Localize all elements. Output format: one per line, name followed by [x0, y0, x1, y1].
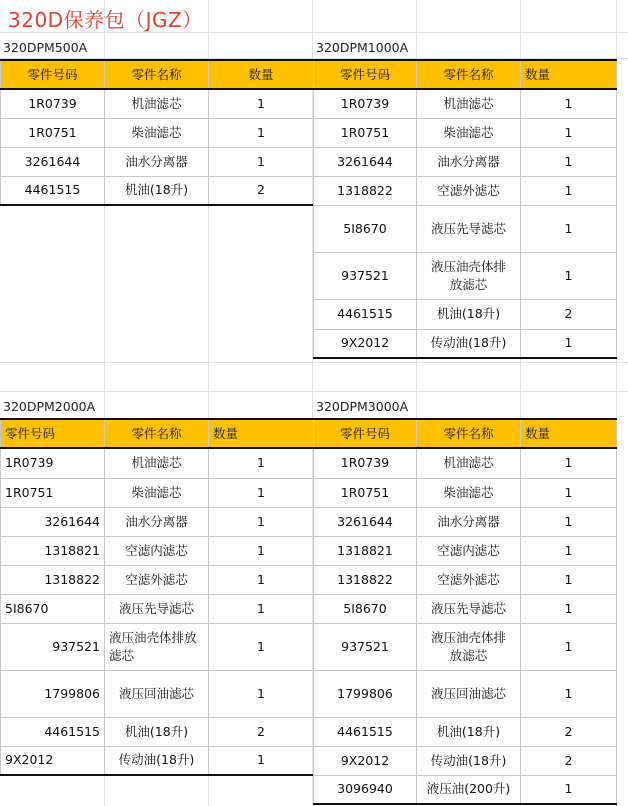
cell-part-no: 3261644 [314, 147, 417, 176]
table-row [1, 746, 314, 775]
header-part-no: 零件号码 [314, 419, 417, 448]
table-row [1, 594, 314, 623]
cell-qty: 1 [209, 448, 314, 478]
header-part-no: 零件号码 [1, 60, 105, 89]
cell-part-no: 1799806 [1, 670, 105, 717]
cell-part-name: 传动油(18升) [417, 329, 521, 358]
cell-qty: 1 [521, 252, 617, 299]
table-row [314, 147, 617, 176]
table-row [314, 623, 617, 670]
table-row [314, 536, 617, 565]
cell-part-name: 液压油壳体排放滤芯 [105, 623, 209, 670]
cell-part-no: 4461515 [314, 717, 417, 746]
table-row [314, 478, 617, 507]
table-row [314, 775, 617, 804]
cell-qty: 1 [521, 329, 617, 358]
table-row [314, 176, 617, 205]
cell-qty: 1 [521, 478, 617, 507]
cell-part-name: 液压先导滤芯 [417, 205, 521, 252]
cell-qty: 1 [521, 775, 617, 804]
cell-qty: 1 [521, 147, 617, 176]
cell-part-no: 9X2012 [314, 329, 417, 358]
cell-qty: 1 [521, 118, 617, 147]
parts-table-pm500 [0, 59, 314, 206]
cell-qty: 1 [521, 670, 617, 717]
cell-part-no: 1318821 [1, 536, 105, 565]
cell-qty: 1 [521, 507, 617, 536]
cell-qty: 1 [521, 594, 617, 623]
cell-qty: 1 [521, 623, 617, 670]
cell-part-name: 液压先导滤芯 [105, 594, 209, 623]
cell-part-name: 液压油(200升) [417, 775, 521, 804]
cell-part-name: 柴油滤芯 [105, 118, 209, 147]
cell-part-no: 1318822 [314, 565, 417, 594]
table-row [314, 594, 617, 623]
table-header-row [1, 419, 314, 448]
header-qty: 数量 [209, 419, 314, 448]
cell-part-name: 空滤内滤芯 [105, 536, 209, 565]
cell-part-name: 空滤外滤芯 [417, 176, 521, 205]
cell-part-no: 1R0751 [1, 478, 105, 507]
cell-part-no: 3261644 [314, 507, 417, 536]
cell-part-name: 机油(18升) [105, 176, 209, 205]
cell-part-name: 机油滤芯 [105, 89, 209, 118]
cell-qty: 1 [521, 448, 617, 478]
table-row [1, 536, 314, 565]
table-row [1, 176, 314, 205]
cell-qty: 1 [521, 205, 617, 252]
cell-part-name: 传动油(18升) [417, 746, 521, 775]
cell-part-no: 1318821 [314, 536, 417, 565]
cell-qty: 1 [521, 565, 617, 594]
cell-part-name: 柴油滤芯 [417, 118, 521, 147]
cell-qty: 1 [209, 594, 314, 623]
cell-part-name: 空滤内滤芯 [417, 536, 521, 565]
cell-part-no: 1318822 [314, 176, 417, 205]
section-label-pm1000: 320DPM1000A [316, 40, 409, 55]
cell-part-no: 1R0739 [314, 448, 417, 478]
table-row [1, 507, 314, 536]
cell-part-no: 937521 [314, 252, 417, 299]
page-title: 320D保养包（JGZ） [8, 8, 203, 32]
table-row [1, 478, 314, 507]
cell-qty: 1 [209, 565, 314, 594]
table-row [1, 717, 314, 746]
table-row [314, 670, 617, 717]
cell-part-name: 机油滤芯 [105, 448, 209, 478]
cell-qty: 1 [209, 118, 314, 147]
cell-part-name: 柴油滤芯 [417, 478, 521, 507]
cell-part-no: 1R0751 [314, 478, 417, 507]
cell-qty: 1 [521, 176, 617, 205]
table-row [1, 623, 314, 670]
header-part-name: 零件名称 [105, 60, 209, 89]
header-qty: 数量 [209, 60, 314, 89]
cell-part-name: 机油滤芯 [417, 448, 521, 478]
table-row [314, 507, 617, 536]
cell-part-name: 液压回油滤芯 [105, 670, 209, 717]
parts-table-pm1000 [313, 59, 617, 359]
cell-part-no: 1318822 [1, 565, 105, 594]
cell-part-no: 937521 [1, 623, 105, 670]
cell-part-name: 传动油(18升) [105, 746, 209, 775]
cell-part-no: 4461515 [1, 717, 105, 746]
cell-qty: 1 [521, 89, 617, 118]
parts-table-pm3000 [313, 418, 617, 805]
table-header-row [314, 60, 617, 89]
cell-part-no: 4461515 [1, 176, 105, 205]
table-row [1, 147, 314, 176]
table-row [1, 670, 314, 717]
cell-part-name: 空滤外滤芯 [417, 565, 521, 594]
cell-part-no: 5I8670 [1, 594, 105, 623]
cell-part-no: 1R0739 [314, 89, 417, 118]
cell-qty: 1 [209, 507, 314, 536]
cell-qty: 2 [209, 717, 314, 746]
grid-line [0, 391, 628, 392]
cell-part-name: 油水分离器 [417, 147, 521, 176]
cell-part-name: 机油(18升) [417, 299, 521, 329]
cell-part-no: 3261644 [1, 147, 105, 176]
header-qty: 数量 [521, 60, 617, 89]
cell-part-no: 1R0739 [1, 448, 105, 478]
cell-part-name: 液压油壳体排放滤芯 [417, 623, 521, 670]
section-label-pm500: 320DPM500A [3, 40, 88, 55]
cell-qty: 1 [209, 623, 314, 670]
cell-part-no: 3261644 [1, 507, 105, 536]
cell-part-no: 4461515 [314, 299, 417, 329]
header-part-name: 零件名称 [105, 419, 209, 448]
cell-part-no: 3096940 [314, 775, 417, 804]
table-row [1, 448, 314, 478]
cell-qty: 2 [521, 299, 617, 329]
table-row [1, 89, 314, 118]
table-row [314, 252, 617, 299]
cell-part-name: 机油滤芯 [417, 89, 521, 118]
cell-part-no: 1799806 [314, 670, 417, 717]
table-header-row [1, 60, 314, 89]
header-part-no: 零件号码 [314, 60, 417, 89]
table-row [1, 565, 314, 594]
cell-qty: 1 [209, 670, 314, 717]
cell-qty: 2 [209, 176, 314, 205]
cell-part-name: 油水分离器 [105, 147, 209, 176]
cell-qty: 1 [209, 147, 314, 176]
section-label-pm2000: 320DPM2000A [3, 399, 96, 414]
table-row [314, 299, 617, 329]
header-part-no: 零件号码 [1, 419, 105, 448]
cell-qty: 2 [521, 746, 617, 775]
cell-qty: 1 [521, 536, 617, 565]
cell-part-no: 1R0751 [1, 118, 105, 147]
table-row [314, 329, 617, 358]
cell-part-no: 9X2012 [1, 746, 105, 775]
cell-qty: 1 [209, 478, 314, 507]
section-label-pm3000: 320DPM3000A [316, 399, 409, 414]
table-row [314, 89, 617, 118]
table-row [314, 448, 617, 478]
cell-part-no: 1R0751 [314, 118, 417, 147]
header-part-name: 零件名称 [417, 60, 521, 89]
table-row [314, 118, 617, 147]
table-row [314, 565, 617, 594]
cell-part-name: 机油(18升) [105, 717, 209, 746]
cell-qty: 1 [209, 746, 314, 775]
cell-part-no: 5I8670 [314, 205, 417, 252]
cell-part-name: 油水分离器 [417, 507, 521, 536]
table-row [1, 118, 314, 147]
cell-qty: 2 [521, 717, 617, 746]
cell-part-no: 9X2012 [314, 746, 417, 775]
cell-part-name: 液压先导滤芯 [417, 594, 521, 623]
header-qty: 数量 [521, 419, 617, 448]
cell-part-name: 柴油滤芯 [105, 478, 209, 507]
cell-part-name: 空滤外滤芯 [105, 565, 209, 594]
table-row [314, 205, 617, 252]
table-row [314, 717, 617, 746]
header-part-name: 零件名称 [417, 419, 521, 448]
cell-part-name: 液压油壳体排放滤芯 [417, 252, 521, 299]
cell-part-name: 液压回油滤芯 [417, 670, 521, 717]
cell-qty: 1 [209, 536, 314, 565]
cell-part-no: 1R0739 [1, 89, 105, 118]
table-row [314, 746, 617, 775]
cell-qty: 1 [209, 89, 314, 118]
cell-part-no: 5I8670 [314, 594, 417, 623]
parts-table-pm2000 [0, 418, 314, 776]
cell-part-no: 937521 [314, 623, 417, 670]
table-header-row [314, 419, 617, 448]
grid-line [0, 362, 628, 363]
cell-part-name: 油水分离器 [105, 507, 209, 536]
cell-part-name: 机油(18升) [417, 717, 521, 746]
